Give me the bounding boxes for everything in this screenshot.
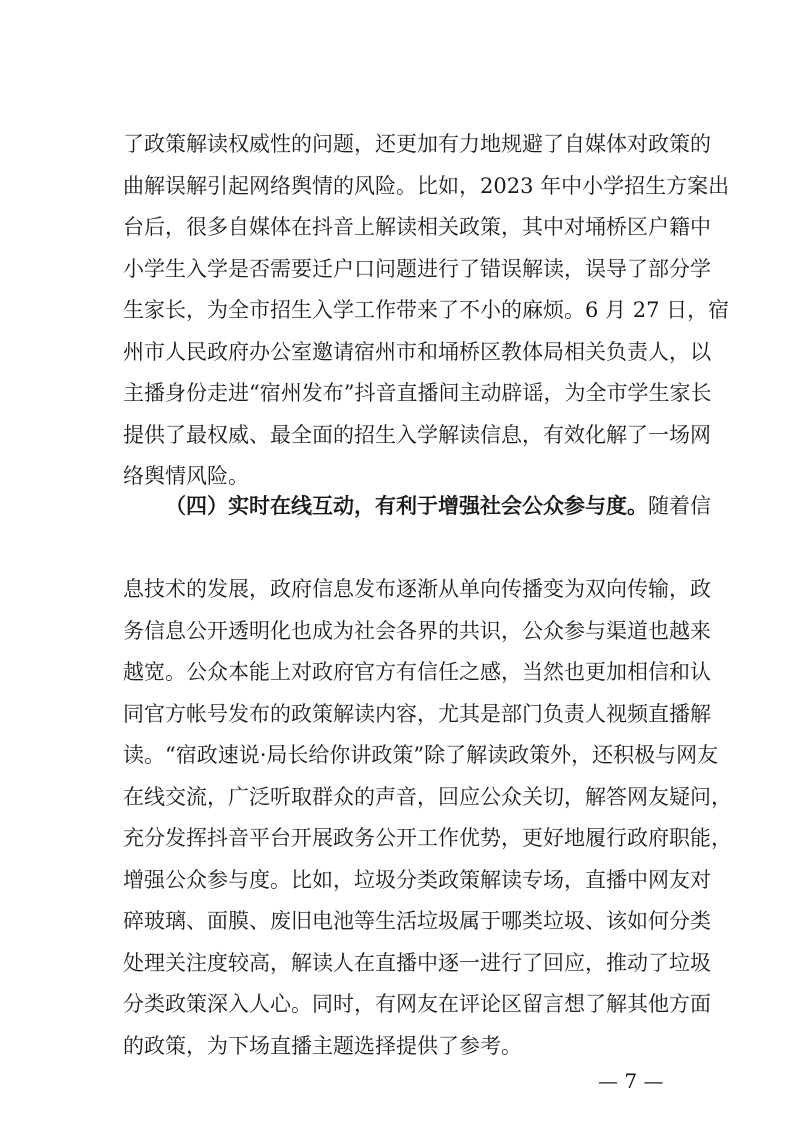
- paragraph-1-line-7: 主播身份走进“宿州发布”抖音直播间主动辟谣，为全市学生家长: [123, 381, 712, 405]
- paragraph-2-line-9: 增强公众参与度。比如，垃圾分类政策解读专场，直播中网友对: [123, 867, 711, 892]
- paragraph-2-line-8: 充分发挥抖音平台开展政务公开工作优势，更好地履行政府职能，: [123, 826, 732, 850]
- paragraph-2-line-5: 同官方帐号发布的政策解读内容，尤其是部门负责人视频直播解: [123, 701, 711, 726]
- paragraph-2-line-3: 务信息公开透明化也成为社会各界的共识，公众参与渠道也越来: [123, 618, 711, 643]
- section-heading: （四）实时在线互动，有利于增强社会公众参与度。: [165, 493, 648, 518]
- paragraph-1-line-9: 络舆情风险。: [123, 464, 249, 488]
- paragraph-1-line-2: 曲解误解引起网络舆情的风险。比如，2023 年中小学招生方案出: [123, 173, 730, 198]
- paragraph-1-line-1: 了政策解读权威性的问题，还更加有力地规避了自媒体对政策的: [123, 132, 711, 156]
- paragraph-2-line-10: 碎玻璃、面膜、废旧电池等生活垃圾属于哪类垃圾、该如何分类: [123, 909, 711, 933]
- paragraph-2-line-4: 越宽。公众本能上对政府官方有信任之感，当然也更加相信和认: [123, 660, 711, 684]
- paragraph-2-line-6: 读。“宿政速说·局长给你讲政策”除了解读政策外，还积极与网友: [123, 743, 719, 767]
- paragraph-1-line-8: 提供了最权威、最全面的招生入学解读信息，有效化解了一场网: [123, 422, 711, 447]
- paragraph-1-line-3: 台后，很多自媒体在抖音上解读相关政策，其中对埇桥区户籍中: [123, 215, 711, 239]
- paragraph-2-line-11: 处理关注度较高，解读人在直播中逐一进行了回应，推动了垃圾: [123, 950, 711, 975]
- paragraph-2-line-13: 的政策，为下场直播主题选择提供了参考。: [123, 1033, 522, 1058]
- paragraph-2-line-1-rest: 随着信: [648, 494, 711, 518]
- paragraph-2-line-1: [165, 488, 711, 524]
- paragraph-1-line-4: 小学生入学是否需要迁户口问题进行了错误解读，误导了部分学: [123, 256, 711, 281]
- paragraph-2-line-7: 在线交流，广泛听取群众的声音，回应公众关切，解答网友疑问，: [123, 784, 732, 809]
- page-number: — 7 —: [598, 1068, 664, 1093]
- paragraph-2-line-12: 分类政策深入人心。同时，有网友在评论区留言想了解其他方面: [123, 992, 711, 1016]
- paragraph-1-line-6: 州市人民政府办公室邀请宿州市和埇桥区教体局相关负责人，以: [123, 339, 711, 364]
- paragraph-2-line-2: 息技术的发展，政府信息发布逐渐从单向传播变为双向传输，政: [123, 577, 711, 601]
- paragraph-1-line-5: 生家长，为全市招生入学工作带来了不小的麻烦。6 月 27 日，宿: [123, 298, 730, 322]
